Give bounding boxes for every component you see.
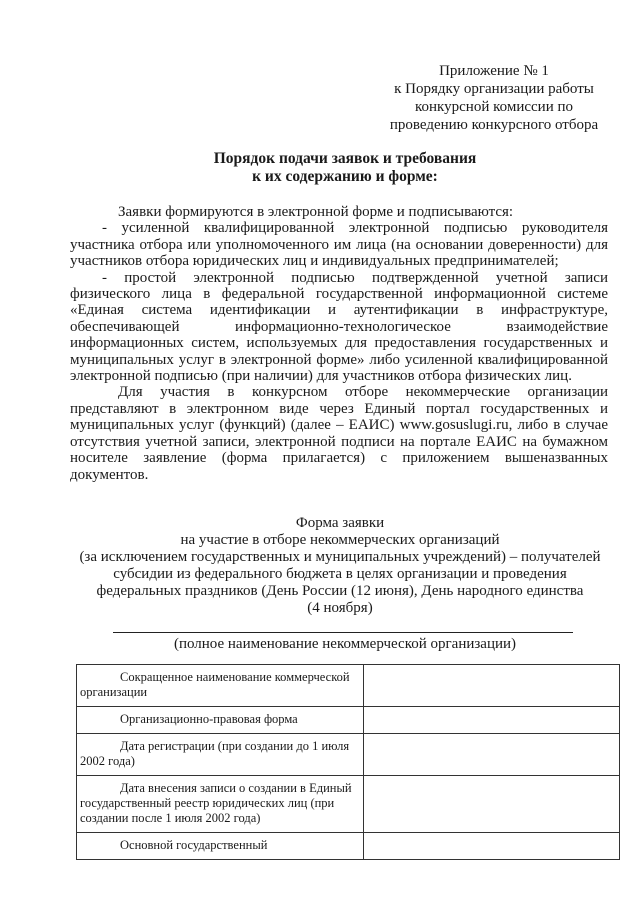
appendix-line: к Порядку организации работы: [394, 81, 594, 97]
form-title-line: федеральных праздников (День России (12 июня), День народного единства: [96, 583, 584, 599]
row-value-field[interactable]: [364, 707, 620, 734]
application-form-title: [40, 515, 640, 617]
document-body: [70, 204, 608, 483]
row-label: Дата внесения записи о создании в Единый государственный реестр юридических лиц (при создании после 1 июля 2002 года): [77, 776, 364, 833]
intro-paragraph: Заявки формируются в электронной форме и подписываются:: [118, 204, 514, 220]
organization-name-caption: (полное наименование некоммерческой организации): [173, 636, 517, 652]
table-row: [77, 833, 620, 860]
form-title-line: (за исключением государственных и муниципальных учреждений) – получателей: [79, 549, 601, 565]
form-title-line: Форма заявки: [295, 515, 385, 531]
document-title: [70, 150, 620, 186]
bullet-simple-signature: - простой электронной подписью подтвержденной учетной записи физического лица в федеральной государственной информационной системе «Единая система идентификации и аутентификации в инфраструктуре, обеспечивающей информационно-технологическое взаимодействие информационных систем, используемых для предоставления государственных и муниципальных услуг в электронной форме» либо усиленной квалифицированной электронной подписью (при наличии) для участников отбора физических лиц.: [70, 269, 608, 385]
title-line-2: к их содержанию и форме:: [252, 168, 438, 185]
title-line-1: Порядок подачи заявок и требования: [213, 150, 477, 167]
nko-submission-paragraph: Для участия в конкурсном отборе некоммерческие организации представляют в электронном виде через Единый портал государственных и муниципальных услуг (функций) (далее – ЕАИС) www.gosuslugi.ru, либо в случае отсутствия учетной записи, электронной подписи на портале ЕАИС на бумажном носителе заявление (форма прилагается) с приложением вышеназванных документов.: [70, 384, 608, 483]
table-row: [77, 665, 620, 707]
organization-name-line: [113, 632, 573, 633]
row-label: Организационно-правовая форма: [77, 707, 364, 734]
row-label: Сокращенное наименование коммерческой организации: [77, 665, 364, 707]
row-label: Дата регистрации (при создании до 1 июля 2002 года): [77, 734, 364, 776]
bullet-qualified-signature: - усиленной квалифицированной электронной подписью руководителя участника отбора или уполномоченного им лица (на основании доверенности) для участников отбора юридических лиц и индивидуальных предпринимателей;: [70, 220, 608, 270]
table-row: [77, 707, 620, 734]
appendix-line: Приложение № 1: [439, 63, 549, 79]
form-title-line: на участие в отборе некоммерческих организаций: [180, 532, 500, 548]
appendix-line: конкурсной комиссии по: [415, 99, 573, 115]
row-value-field[interactable]: [364, 734, 620, 776]
table-row: [77, 776, 620, 833]
row-value-field[interactable]: [364, 665, 620, 707]
appendix-line: проведению конкурсного отбора: [389, 117, 599, 133]
row-label: Основной государственный: [77, 833, 364, 860]
form-title-line: (4 ноября): [307, 600, 373, 616]
application-form-table: [76, 664, 620, 860]
form-title-line: субсидии из федерального бюджета в целях организации и проведения: [113, 566, 567, 582]
appendix-header: [379, 62, 609, 134]
row-value-field[interactable]: [364, 776, 620, 833]
row-value-field[interactable]: [364, 833, 620, 860]
table-row: [77, 734, 620, 776]
